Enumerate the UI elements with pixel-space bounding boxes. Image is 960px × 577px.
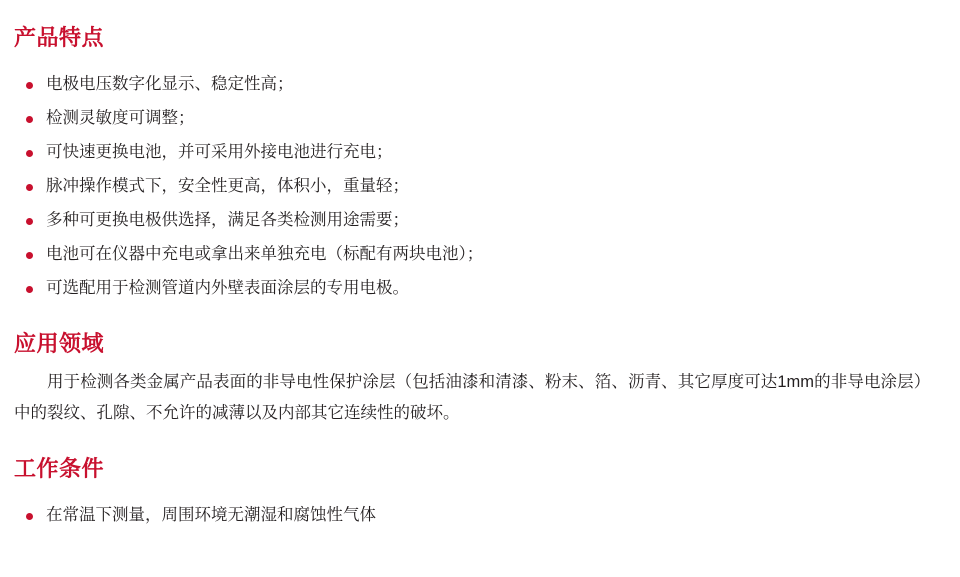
section-title-features: 产品特点 (14, 25, 105, 50)
section-title-conditions: 工作条件 (14, 456, 105, 482)
list-item: 脉冲操作模式下，安全性更高，体积小，重量轻； (14, 169, 940, 203)
section-title-applications: 应用领域 (14, 330, 105, 356)
list-item: 检测灵敏度可调整； (14, 101, 940, 135)
list-item: 可选配用于检测管道内外壁表面涂层的专用电极。 (14, 271, 940, 305)
applications-paragraph: 用于检测各类金属产品表面的非导电性保护涂层（包括油漆和清漆、粉末、箔、沥青、其它厚度可达1mm的非导电涂层）中的裂纹、孔隙、不允许的减薄以及内部其它连续性的破坏。 (14, 373, 922, 423)
conditions-list (14, 498, 940, 532)
list-item: 在常温下测量，周围环境无潮湿和腐蚀性气体 (14, 498, 940, 532)
list-item: 可快速更换电池，并可采用外接电池进行充电； (14, 135, 940, 169)
list-item: 多种可更换电极供选择，满足各类检测用途需要； (14, 203, 940, 237)
features-list (14, 67, 940, 305)
list-item: 电池可在仪器中充电或拿出来单独充电（标配有两块电池）； (14, 237, 940, 271)
list-item: 电极电压数字化显示、稳定性高； (14, 67, 940, 101)
